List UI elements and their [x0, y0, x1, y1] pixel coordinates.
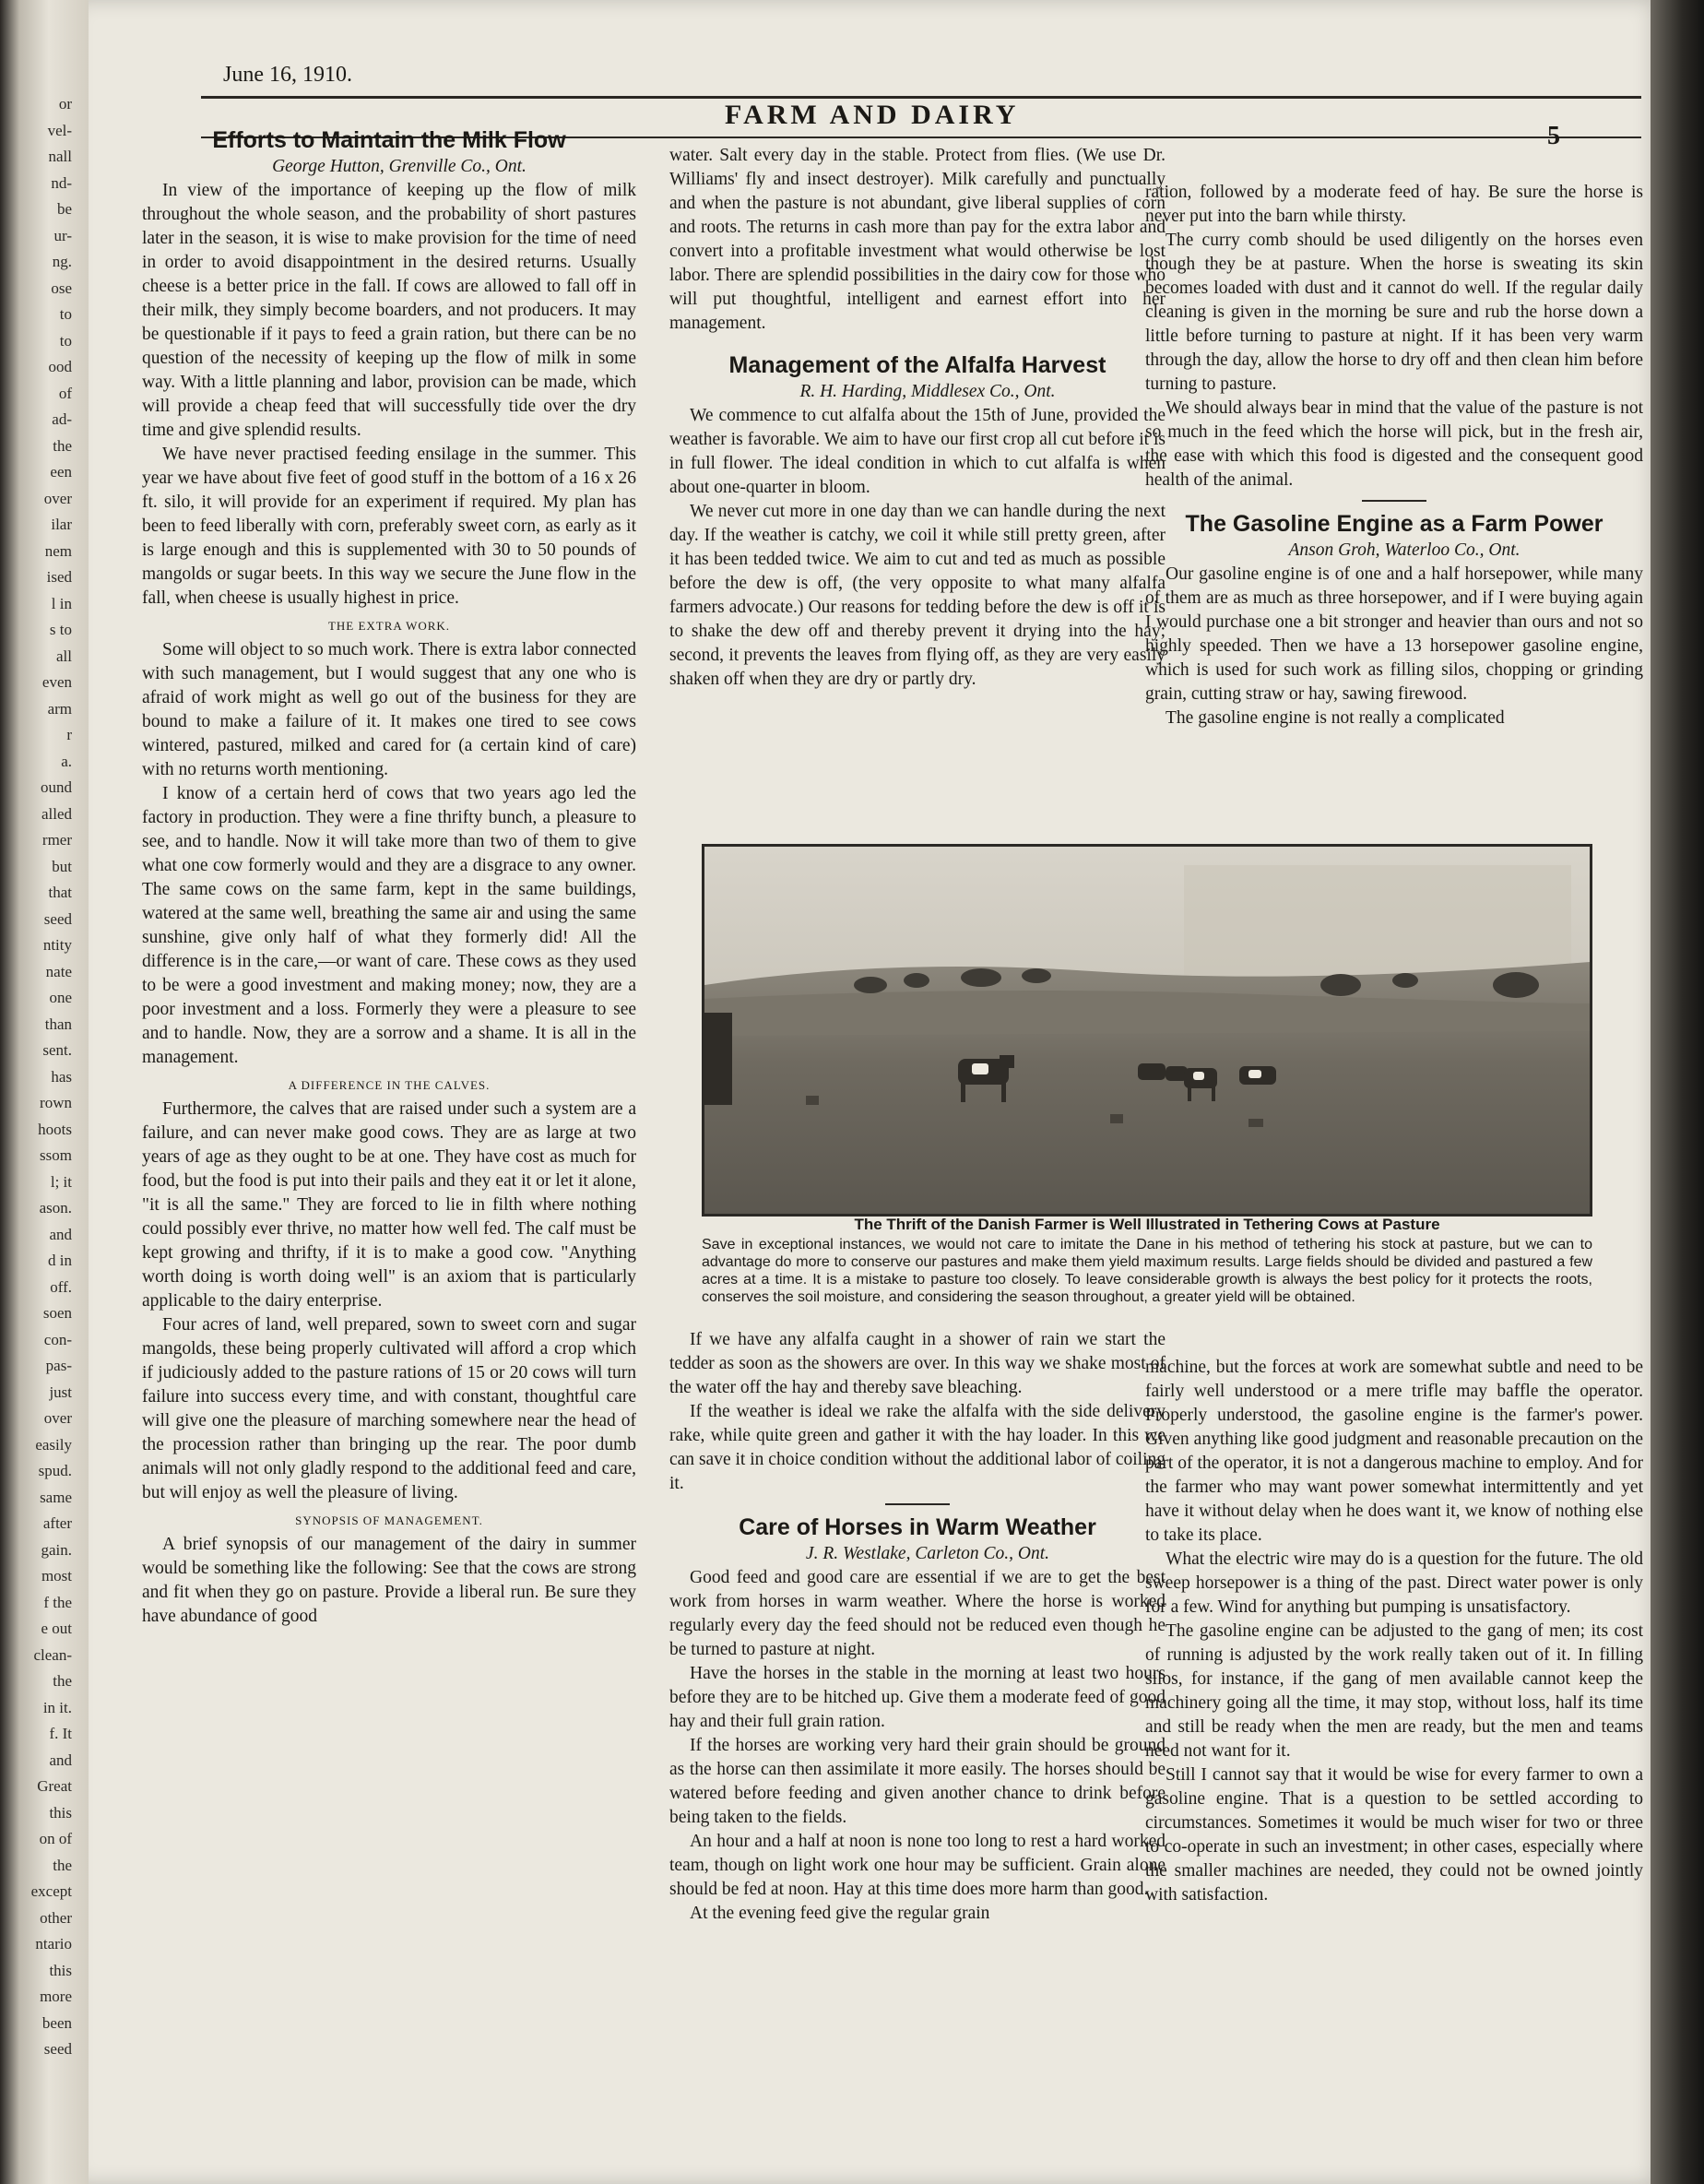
adjacent-page-fragment: after: [42, 1514, 72, 1532]
adjacent-page-fragment: even: [41, 673, 72, 691]
adjacent-page-fragment: l; it: [50, 1172, 72, 1191]
adjacent-page-fragment: most: [41, 1567, 72, 1585]
pasture-photo-image: [704, 847, 1590, 1214]
adjacent-page-fragment: ssom: [40, 1146, 72, 1164]
article-paragraph: We commence to cut alfalfa about the 15th of June, provided the weather is favorable. We aim to have our first crop all cut before it is in full flower. The ideal condition in which to cut alfalfa is when about one-quarter in bloom.: [669, 406, 1166, 497]
adjacent-page-fragment: just: [49, 1383, 72, 1401]
article-paragraph: Our gasoline engine is of one and a half horsepower, while many of them are as much as three horsepower, and if I were buying again I would purchase one a bit stronger and heavier than ours and not so highly speeded. Then we have a 13 horsepower gasoline engine, which is used for such work as filling silos, chopping or grinding grain, cutting straw or hay, sawing firewood.: [1145, 564, 1643, 704]
adjacent-page-fragment: ood: [48, 358, 72, 375]
adjacent-page-fragment: this: [49, 1961, 72, 1979]
adjacent-page-fragment: d in: [48, 1252, 72, 1269]
adjacent-page-fragment: e out: [41, 1620, 72, 1637]
section-subhead: A DIFFERENCE IN THE CALVES.: [288, 1078, 491, 1092]
adjacent-page-fragment: the: [53, 1856, 72, 1874]
adjacent-page-fragment: nall: [48, 148, 72, 165]
adjacent-page-fragment: the: [53, 1672, 72, 1690]
adjacent-page-fragment: ad-: [52, 410, 72, 428]
article-paragraph: An hour and a half at noon is none too long to rest a hard worked team, though on light work one hour may be sufficient. Grain alone should be fed at noon. Hay at this time does more harm than good.: [669, 1832, 1166, 1899]
column-2-bottom: [669, 1328, 1166, 1926]
adjacent-page-fragment: has: [51, 1067, 72, 1086]
article-paragraph: If the weather is ideal we rake the alfalfa with the side delivery rake, while quite green and gather it with the hay loader. In this we can save it in choice condition without the additional labor of coiling it.: [669, 1402, 1166, 1493]
section-subhead: THE EXTRA WORK.: [327, 619, 451, 633]
adjacent-page-fragment: of: [58, 384, 72, 402]
adjacent-page-fragment: ntity: [42, 936, 72, 954]
adjacent-page-fragment: f. It: [49, 1725, 72, 1742]
adjacent-page-fragment: nate: [45, 962, 72, 980]
article-paragraph: ration, followed by a moderate feed of hay. Be sure the horse is never put into the barn while thirsty.: [1145, 183, 1643, 226]
adjacent-page-strip: [0, 0, 89, 2184]
adjacent-page-fragment: except: [30, 1882, 72, 1900]
adjacent-page-fragment: pas-: [45, 1357, 72, 1374]
adjacent-page-fragment: and: [49, 1751, 72, 1769]
article-paragraph: water. Salt every day in the stable. Protect from flies. (We use Dr. Williams' fly and insect destroyer). Milk carefully and punctually and when the pasture is not abundant, give liberal supplies of corn and roots. The returns in cash more than pay for the extra labor and convert into a profitable investment what would otherwise be lost labor. There are splendid possibilities in the dairy cow for those who will put thoughtful, intelligent and earnest effort into her management.: [669, 146, 1166, 333]
article-paragraph: In view of the importance of keeping up the flow of milk throughout the whole season, and the probability of short pastures later in the season, it is wise to make provision for the time of need in order to avoid disappointment in the desired returns. Usually cheese is a better price in the fall. If cows are allowed to fall off in their milk, they simply become boarders, and not producers. It may be questionable if it pays to feed a grain ration, but there can be no question of the necessity of keeping up the flow of milk in some way. With a little planning and labor, provision can be made, which will provide a cheap feed that will successfully tide over the dry time and give splendid results.: [142, 181, 636, 440]
adjacent-page-fragment: clean-: [33, 1645, 72, 1664]
adjacent-page-fragment: ur-: [53, 226, 72, 244]
article-paragraph: At the evening feed give the regular grain: [690, 1904, 990, 1923]
adjacent-page-fragment: rmer: [41, 831, 72, 849]
article-headline: Care of Horses in Warm Weather: [739, 1514, 1096, 1540]
article-paragraph: If we have any alfalfa caught in a shower of rain we start the tedder as soon as the showers are over. In this way we shake most of the water off the hay and thereby save bleaching.: [669, 1330, 1166, 1397]
column-1: [142, 125, 636, 1629]
adjacent-page-fragment: be: [56, 200, 72, 218]
adjacent-page-fragment: f the: [43, 1593, 72, 1611]
article-paragraph: machine, but the forces at work are somewhat subtle and need to be fairly well understood or a mere trifle may baffle the operator. Properly understood, the gasoline engine is the farmer's power. Given anything like good judgment and reasonable precaution on the part of the operator, it is not a dangerous machine to employ. And for the farmer who may want power somewhat intermittently and yet have it without delay when he does want it, we know of nothing else to take its place.: [1145, 1358, 1643, 1545]
section-subhead: SYNOPSIS OF MANAGEMENT.: [295, 1513, 483, 1527]
article-paragraph: A brief synopsis of our management of the dairy in summer would be something like the following: See that the cows are strong and fit when they go on pasture. Provide a liberal run. Be sure they have abundance of good: [142, 1535, 636, 1626]
article-byline: Anson Groh, Waterloo Co., Ont.: [1288, 540, 1521, 560]
article-paragraph: The gasoline engine is not really a complicated: [1166, 708, 1505, 728]
adjacent-page-fragment: sent.: [42, 1041, 72, 1059]
adjacent-page-fragment: gain.: [41, 1540, 72, 1559]
adjacent-page-fragment: same: [40, 1488, 72, 1506]
adjacent-page-fragment: than: [44, 1015, 72, 1033]
adjacent-page-fragment: but: [52, 857, 72, 875]
article-paragraph: Still I cannot say that it would be wise for every farmer to own a gasoline engine. That is a question to be settled according to circumstances. Sometimes it would be much wiser for two or three to co-operate in such an investment; in other cases, especially where the smaller machines are needed, they could not be owned jointly with satisfaction.: [1145, 1765, 1643, 1905]
adjacent-page-fragment: one: [49, 989, 72, 1006]
adjacent-page-fragment: ason.: [39, 1199, 72, 1217]
article-headline: The Gasoline Engine as a Farm Power: [1185, 511, 1603, 537]
photo-caption-text: Save in exceptional instances, we would not care to imitate the Dane in his method of tethering his stock at pasture, but we can to advantage do more to conserve our pastures and make them yield maximum results. Large fields should be divided and pastured a few acres at a time. It is a mistake to pasture too closely. To leave considerable growth is always the best policy for it protects the roots, conserves the soil moisture, and considering the season throughout, a greater yield will be obtained.: [702, 1237, 1592, 1305]
article-paragraph: Good feed and good care are essential if we are to get the best work from horses in warm weather. Where the horse is worked regularly every day the feed should not be reduced even though he be turned to pasture at night.: [669, 1568, 1166, 1659]
adjacent-page-fragment: to: [59, 331, 72, 350]
adjacent-page-fragment: and: [49, 1225, 72, 1243]
adjacent-page-fragment: soen: [42, 1304, 72, 1322]
article-paragraph: I know of a certain herd of cows that two years ago led the factory in production. They were a fine thrifty bunch, a pleasure to see, and to handle. Now it will take more than two of them to give what one cow formerly would and they are a disgrace to any owner. The same cows on the same farm, kept in the same buildings, watered at the same well, breathing the same air and using the same sunshine, give only half of what they formerly did! All the difference is in the care,—or want of care. These cows as they used to be were a good investment and making money; now, they are a poor investment and a loss. Formerly they were a pleasure to see and to handle. Now, they are a sorrow and a shame. It is all in the management.: [142, 784, 636, 1067]
article-paragraph: Some will object to so much work. There is extra labor connected with such management, but I would suggest that any one who is afraid of work might as well go out of the business for they are bound to make a failure of it. It makes one tired to see cows wintered, pastured, milked and cared for (a certain kind of care) with no returns worth mentioning.: [142, 640, 636, 779]
adjacent-page-fragment: seed: [43, 2040, 72, 2058]
column-3-bottom: [1145, 1356, 1643, 1907]
header-rule-top: [201, 96, 1641, 99]
adjacent-page-fragment: all: [56, 647, 72, 665]
adjacent-page-fragment: nd-: [51, 173, 72, 192]
photo-caption-title: The Thrift of the Danish Farmer is Well Illustrated in Tethering Cows at Pasture: [854, 1216, 1440, 1233]
column-2-top: [669, 144, 1166, 692]
page-edge-shadow: [1651, 0, 1704, 2184]
article-byline: J. R. Westlake, Carleton Co., Ont.: [805, 1544, 1050, 1563]
adjacent-page-fragment: l in: [51, 594, 72, 612]
article-paragraph: If the horses are working very hard their grain should be ground as the horse can then assimilate it more easily. The horses should be watered before feeding and given another chance to drink before being taken to the fields.: [669, 1736, 1166, 1827]
adjacent-page-fragment: off.: [50, 1277, 72, 1296]
article-paragraph: The curry comb should be used diligently on the horses even though they be at pasture. When the horse is sweating its skin becomes loaded with dust and it cannot do well. If the regular daily cleaning is given in the morning be sure and rub the horse down a little before turning to pasture at night. If it has been very warm through the day, allow the horse to dry off and then clean him before turning to pasture.: [1145, 231, 1643, 394]
article-divider: [885, 1503, 950, 1505]
adjacent-page-fragment: Great: [37, 1777, 72, 1795]
adjacent-page-fragment: alled: [41, 804, 72, 823]
article-headline: Management of the Alfalfa Harvest: [728, 352, 1106, 378]
adjacent-page-fragment: on of: [39, 1830, 72, 1847]
article-paragraph: We never cut more in one day than we can handle during the next day. If the weather is catchy, we coil it while still pretty green, after it has been tedded twice. We aim to cut and ted as much as possible before the dew is off, (the very opposite to what many alfalfa farmers advocate.) Our reasons for tedding before the dew is off it is to shake the dew off and thereby prevent it drying into the hay; second, it prevents the leaves from flying off, as they are very easily shaken off when they are dry or partly dry.: [669, 502, 1166, 689]
adjacent-page-fragment: rown: [40, 1094, 72, 1111]
adjacent-page-fragment: easily: [35, 1435, 72, 1454]
newspaper-page: [89, 0, 1667, 2184]
adjacent-page-fragment: ntario: [35, 1935, 72, 1953]
adjacent-page-fragment: hoots: [38, 1120, 72, 1138]
adjacent-page-fragment: a.: [61, 752, 72, 770]
adjacent-page-fragment: that: [48, 884, 72, 901]
pasture-photo: [702, 844, 1592, 1217]
article-paragraph: The gasoline engine can be adjusted to the gang of men; its cost of running is adjusted by the work really taken out of it. In filling silos, for instance, if the gang of men available cannot keep the machinery going all the time, it may stop, without loss, half its time and still be ready when the men are ready, but the men and teams need not want for it.: [1145, 1621, 1643, 1761]
adjacent-page-fragment: r: [66, 726, 72, 743]
article-paragraph: Have the horses in the stable in the morning at least two hours before they are to be hitched up. Give them a moderate feed of good hay and their full grain ration.: [669, 1664, 1166, 1731]
adjacent-page-fragment: nem: [44, 541, 72, 560]
article-byline: George Hutton, Grenville Co., Ont.: [272, 157, 527, 176]
adjacent-page-fragment: ilar: [51, 516, 72, 533]
article-divider: [1362, 500, 1426, 502]
page-number: 5: [1547, 122, 1560, 150]
issue-date: June 16, 1910.: [223, 63, 352, 87]
adjacent-page-fragment: the: [53, 436, 72, 455]
adjacent-page-fragment: ng.: [52, 253, 72, 270]
column-3-top: [1145, 181, 1643, 730]
adjacent-page-fragment: to: [59, 305, 72, 323]
adjacent-page-fragment: ised: [46, 568, 72, 586]
article-paragraph: We have never practised feeding ensilage in the summer. This year we have about five feet of good stuff in the bottom of a 16 x 26 ft. silo, it will provide for an experiment if required. My plan has been to feed liberally with corn, preferably sweet corn, as early as it is large enough and this is supplemented with 30 to 50 pounds of mangolds or sugar beets. In this way we secure the June flow in the fall, when cheese is usually highest in price.: [142, 445, 636, 608]
adjacent-page-fragment: or: [58, 95, 72, 113]
article-byline: R. H. Harding, Middlesex Co., Ont.: [799, 382, 1056, 401]
adjacent-page-fragment: this: [49, 1803, 72, 1822]
adjacent-page-fragment: over: [43, 1409, 72, 1427]
adjacent-page-fragment: other: [40, 1908, 72, 1927]
adjacent-page-fragment: s to: [49, 621, 72, 638]
article-paragraph: Furthermore, the calves that are raised under such a system are a failure, and can never make good cows. They are as large at two years of age as they ought to be at one. They have cost as much for food, but the food is put into their pails and they eat it or let it alone, "it is all the same." They are forced to lie in filth where nothing could possibly ever thrive, no matter how well fed. The calf must be kept growing and thrifty, if it is to make a good cow. "Anything worth doing is worth doing well" is an axiom that is particularly applicable to the dairy enterprise.: [142, 1099, 636, 1311]
adjacent-page-fragment: been: [41, 2013, 72, 2032]
adjacent-page-fragment: ound: [41, 778, 72, 796]
adjacent-page-fragment: con-: [43, 1330, 72, 1348]
adjacent-page-fragment: een: [50, 463, 72, 481]
article-headline: Efforts to Maintain the Milk Flow: [212, 127, 566, 153]
adjacent-page-fragment: arm: [47, 699, 72, 718]
article-paragraph: We should always bear in mind that the value of the pasture is not so much in the feed which the horse will pick, but in the fresh air, the ease with which this food is digested and the consequent good health of the animal.: [1145, 398, 1643, 490]
article-paragraph: Four acres of land, well prepared, sown to sweet corn and sugar mangolds, these being properly cultivated will afford a crop which if judiciously added to the pasture rations of 15 or 20 cows will turn failure into success every time, and with constant, thoughtful care will give one the pleasure of marching somewhere near the head of the procession rather than bringing up the rear. The poor dumb animals will not only gladly respond to the additional feed and care, but will enjoy as well the pleasure of living.: [142, 1315, 636, 1502]
adjacent-page-fragment: spud.: [38, 1462, 72, 1479]
masthead: FARM AND DAIRY: [725, 100, 1020, 130]
adjacent-page-fragment: over: [43, 489, 72, 507]
adjacent-page-fragment: ose: [51, 279, 72, 297]
adjacent-page-fragment: seed: [43, 909, 72, 928]
article-paragraph: What the electric wire may do is a question for the future. The old sweep horsepower is a thing of the past. Direct water power is only for a few. Wind for anything but pumping is unsatisfactory.: [1145, 1549, 1643, 1617]
adjacent-page-fragment: vel-: [47, 121, 72, 139]
adjacent-page-fragment: more: [40, 1988, 72, 2005]
adjacent-page-fragment: in it.: [42, 1698, 72, 1716]
